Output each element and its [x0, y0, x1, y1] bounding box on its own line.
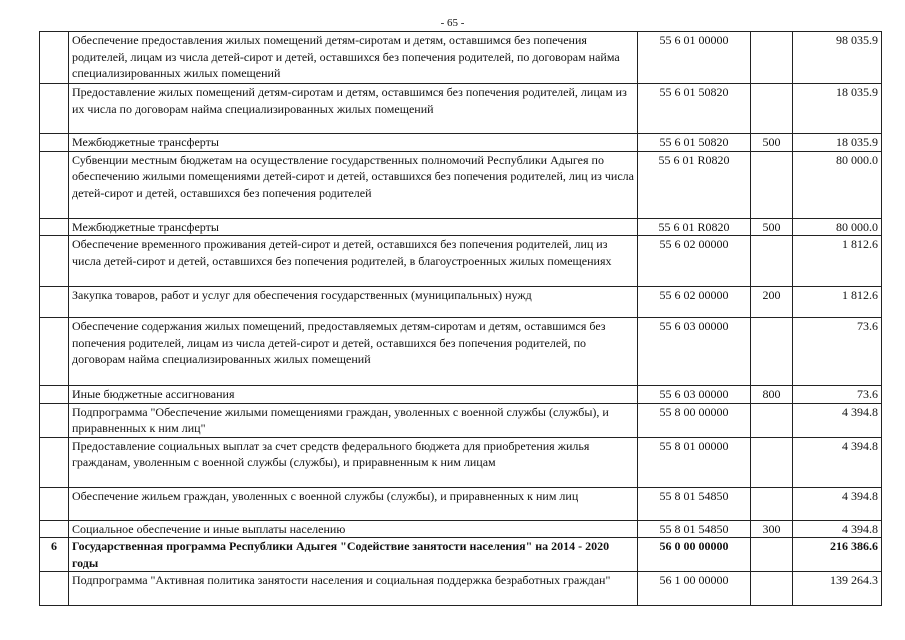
amount: 4 394.8: [793, 403, 882, 437]
amount: 80 000.0: [793, 218, 882, 236]
amount: 98 035.9: [793, 32, 882, 84]
expense-type: [751, 236, 793, 287]
row-name: Предоставление социальных выплат за счет средств федерального бюджета для приобретения жилья гражданам, уволенным с военной службы (службы), и приравненным к ним лицам: [69, 437, 638, 487]
amount: 1 812.6: [793, 236, 882, 287]
row-name: Субвенции местным бюджетам на осуществление государственных полномочий Республики Адыгея по обеспечению жилыми помещениями детей-сирот и детей, оставшихся без попечения родителей, лиц из числа детей-сирот и детей, оставшихся без попечения родителей: [69, 151, 638, 218]
amount: 4 394.8: [793, 520, 882, 538]
row-number: [40, 403, 69, 437]
row-name: Предоставление жилых помещений детям-сиротам и детям, оставшимся без попечения родителей, лицам из их числа по договорам найма специализированных жилых помещений: [69, 84, 638, 134]
expense-type: [751, 572, 793, 606]
row-name: Обеспечение временного проживания детей-сирот и детей, оставшихся без попечения родителей, лиц из числа детей-сирот и детей, оставшихся без попечения родителей, в благоустроенных жилых помещениях: [69, 236, 638, 287]
target-code: 55 6 01 00000: [638, 32, 751, 84]
expense-type: [751, 437, 793, 487]
amount: 139 264.3: [793, 572, 882, 606]
expense-type: 500: [751, 134, 793, 152]
expense-type: [751, 538, 793, 572]
expense-type: [751, 84, 793, 134]
row-number: [40, 151, 69, 218]
row-name: Обеспечение содержания жилых помещений, предоставляемых детям-сиротам и детям, оставшимся без попечения родителей, лицам из числа детей-сирот и детей, оставшихся без попечения родителей, по договорам найма специализированных жилых помещений: [69, 318, 638, 386]
amount: 4 394.8: [793, 437, 882, 487]
table-row: [40, 520, 882, 538]
expense-type: [751, 151, 793, 218]
expense-type: 500: [751, 218, 793, 236]
table-row: [40, 287, 882, 318]
amount: 73.6: [793, 386, 882, 404]
table-row: [40, 134, 882, 152]
row-number: [40, 236, 69, 287]
amount: 80 000.0: [793, 151, 882, 218]
row-name: Социальное обеспечение и иные выплаты населению: [69, 520, 638, 538]
row-number: [40, 84, 69, 134]
target-code: 55 6 02 00000: [638, 287, 751, 318]
row-number: [40, 520, 69, 538]
target-code: 55 6 01 50820: [638, 84, 751, 134]
budget-table: [39, 31, 882, 606]
row-number: [40, 318, 69, 386]
row-number: [40, 218, 69, 236]
table-row: [40, 538, 882, 572]
table-row: [40, 84, 882, 134]
row-name: Межбюджетные трансферты: [69, 218, 638, 236]
amount: 18 035.9: [793, 134, 882, 152]
page-number: - 65 -: [440, 17, 465, 29]
table-row: [40, 437, 882, 487]
target-code: 55 6 02 00000: [638, 236, 751, 287]
table-row: [40, 218, 882, 236]
amount: 4 394.8: [793, 487, 882, 520]
row-name: Подпрограмма "Активная политика занятости населения и социальная поддержка безработных граждан": [69, 572, 638, 606]
row-number: [40, 437, 69, 487]
table-row: [40, 151, 882, 218]
table-row: [40, 572, 882, 606]
row-number: [40, 134, 69, 152]
table-row: [40, 386, 882, 404]
amount: 18 035.9: [793, 84, 882, 134]
row-number: [40, 386, 69, 404]
target-code: 55 8 00 00000: [638, 403, 751, 437]
amount: 73.6: [793, 318, 882, 386]
row-name: Закупка товаров, работ и услуг для обеспечения государственных (муниципальных) нужд: [69, 287, 638, 318]
target-code: 55 8 01 00000: [638, 437, 751, 487]
target-code: 55 6 03 00000: [638, 386, 751, 404]
target-code: 55 6 01 R0820: [638, 151, 751, 218]
table-row: [40, 236, 882, 287]
table-row: [40, 487, 882, 520]
expense-type: [751, 403, 793, 437]
expense-type: 300: [751, 520, 793, 538]
expense-type: 200: [751, 287, 793, 318]
target-code: 55 8 01 54850: [638, 487, 751, 520]
amount: 1 812.6: [793, 287, 882, 318]
row-name: Обеспечение жильем граждан, уволенных с военной службы (службы), и приравненных к ним лиц: [69, 487, 638, 520]
target-code: 55 6 01 R0820: [638, 218, 751, 236]
amount: 216 386.6: [793, 538, 882, 572]
expense-type: [751, 487, 793, 520]
row-number: [40, 287, 69, 318]
target-code: 55 6 03 00000: [638, 318, 751, 386]
table-row: [40, 318, 882, 386]
expense-type: [751, 318, 793, 386]
row-name: Подпрограмма "Обеспечение жилыми помещениями граждан, уволенных с военной службы (службы), и приравненных к ним лиц": [69, 403, 638, 437]
target-code: 56 0 00 00000: [638, 538, 751, 572]
target-code: 55 6 01 50820: [638, 134, 751, 152]
expense-type: 800: [751, 386, 793, 404]
expense-type: [751, 32, 793, 84]
row-number: [40, 32, 69, 84]
row-name: Государственная программа Республики Адыгея "Содействие занятости населения" на 2014 - 2020 годы: [69, 538, 638, 572]
row-name: Обеспечение предоставления жилых помещений детям-сиротам и детям, оставшимся без попечения родителей, лицам из числа детей-сирот и детей, оставшихся без попечения родителей, по договорам найма специализированных жилых помещений: [69, 32, 638, 84]
row-number: [40, 487, 69, 520]
target-code: 55 8 01 54850: [638, 520, 751, 538]
row-name: Межбюджетные трансферты: [69, 134, 638, 152]
row-name: Иные бюджетные ассигнования: [69, 386, 638, 404]
row-number: 6: [40, 538, 69, 572]
row-number: [40, 572, 69, 606]
table-row: [40, 403, 882, 437]
table-row: [40, 32, 882, 84]
target-code: 56 1 00 00000: [638, 572, 751, 606]
